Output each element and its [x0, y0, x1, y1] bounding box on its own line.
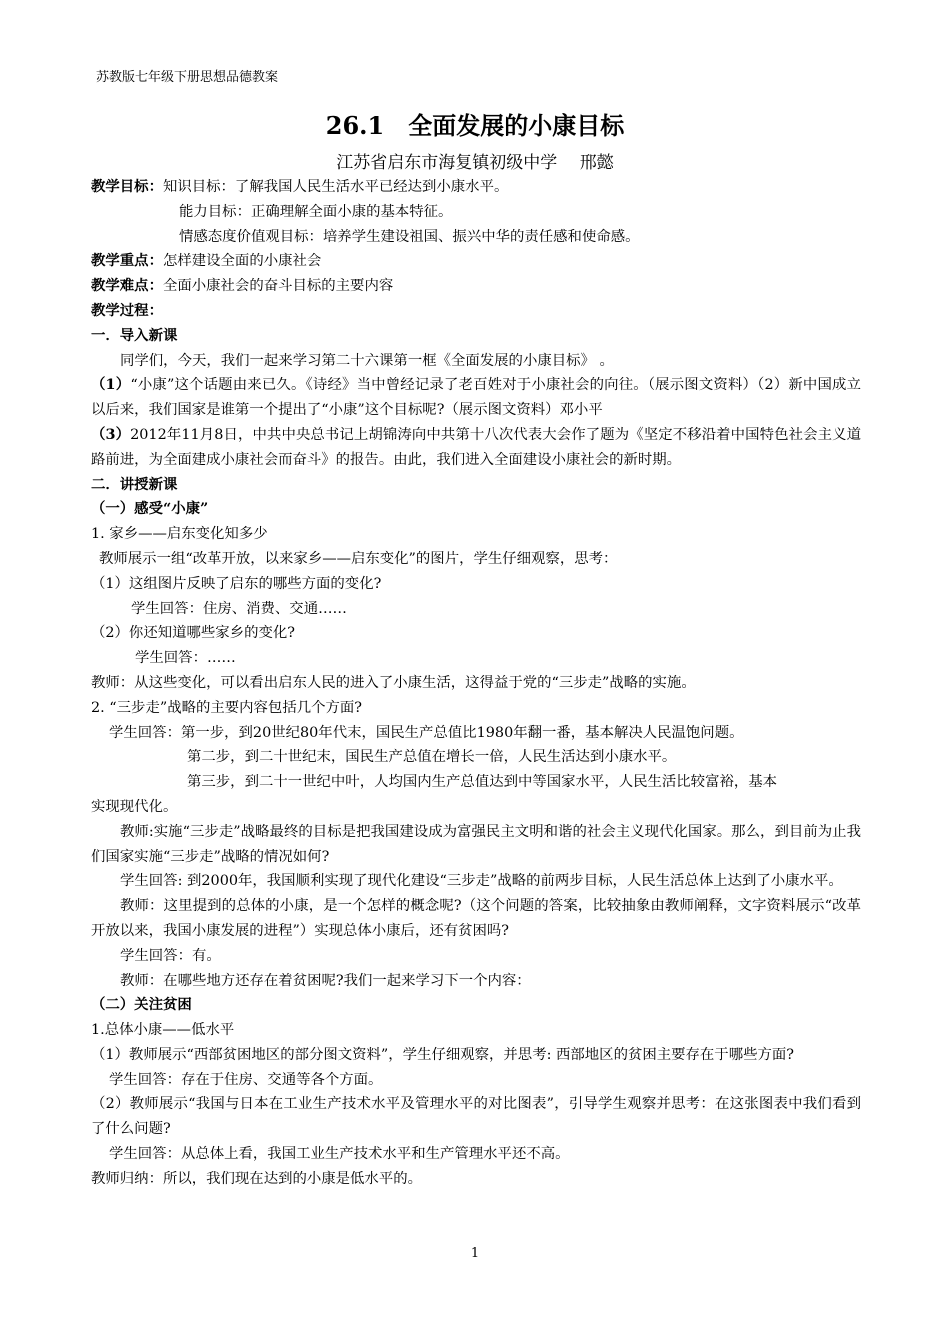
teacher-paragraph-2: 教师：这里提到的总体的小康，是一个怎样的概念呢?（这个问题的答案，比较抽象由教师阐释，文字资料展示“改革开放以来，我国小康发展的进程”）实现总体小康后，还有贫困吗?	[91, 898, 861, 939]
key-point	[91, 249, 861, 274]
author-line: 江苏省启东市海复镇初级中学 邢懿	[336, 153, 614, 173]
item2-heading: 2. “三步走”战略的主要内容包括几个方面?	[91, 699, 362, 716]
poverty-answer-2: 学生回答：从总体上看，我国工业生产技术水平和生产管理水平还不高。	[109, 1146, 570, 1163]
para2-text: “小康”这个话题由来已久。《诗经》当中曾经记录了老百姓对于小康社会的向往。（展示图文资料）（2）新中国成立以后来，我们国家是谁第一个提出了“小康”这个目标呢?（展示图文资料）邓小平	[91, 377, 861, 419]
para3-number: （3）	[91, 425, 131, 443]
answer-2: 学生回答：……	[135, 650, 236, 667]
poverty-answer-1: 学生回答：存在于住房、交通等各个方面。	[109, 1071, 383, 1088]
teacher-conclusion: 教师归纳：所以，我们现在达到的小康是低水平的。	[91, 1170, 422, 1187]
para3-text: 2012年11月8日，中共中央总书记上胡锦涛向中共第十八次代表大会作了题为《坚定不移沿着中国特色社会主义道路前进，为全面建成小康社会而奋斗》的报告。由此，我们进入全面建设小康社会的新时期。	[91, 426, 861, 468]
difficulty-text: 全面小康社会的奋斗目标的主要内容	[162, 278, 394, 295]
key-point-text: 怎样建设全面的小康社会	[162, 253, 322, 270]
step-two: 第二步，到二十世纪末，国民生产总值在增长一倍，人民生活达到小康水平。	[187, 749, 677, 766]
objectives-label: 教学目标：	[91, 178, 163, 195]
question-2: （2）你还知道哪些家乡的变化?	[91, 625, 295, 642]
document-body	[91, 175, 861, 1192]
poverty-question-2: （2）教师展示“我国与日本在工业生产技术水平及管理水平的对比图表”，引导学生观察并思考：在这张图表中我们看到了什么问题?	[91, 1096, 861, 1138]
difficulty	[91, 274, 861, 299]
poverty-question-1: （1）教师展示“西部贫困地区的部分图文资料”，学生仔细观察，并思考: 西部地区的贫困主要存在于哪些方面?	[91, 1046, 794, 1063]
section1-para2	[91, 373, 861, 423]
item1-heading: 1. 家乡——启东变化知多少	[91, 526, 268, 543]
section1-para3	[91, 423, 861, 473]
student-paragraph-1: 学生回答: 到2000年，我国顺利实现了现代化建设“三步走”战略的前两步目标，人民生活总体上达到了小康水平。	[120, 873, 843, 890]
teacher-paragraph-1: 教师:实施“三步走”战略最终的目标是把我国建设成为富强民主文明和谐的社会主义现代化国家。那么，到目前为止我们国家实施“三步走”战略的情况如何?	[91, 823, 861, 865]
teacher-shows-pictures: 教师展示一组“改革开放，以来家乡——启东变化”的图片，学生仔细观察，思考：	[99, 550, 618, 567]
item3-heading: 1.总体小康——低水平	[91, 1022, 235, 1039]
running-header: 苏教版七年级下册思想品德教案	[96, 70, 279, 85]
step-one: 学生回答：第一步，到20世纪80年代末，国民生产总值比1980年翻一番，基本解决人民温饱问题。	[109, 724, 744, 741]
lesson-title: 26.1 全面发展的小康目标	[325, 111, 625, 140]
section1-intro: 同学们，今天，我们一起来学习第二十六课第一框《全面发展的小康目标》 。	[120, 352, 614, 369]
student-paragraph-2: 学生回答：有。	[120, 947, 221, 964]
question-1: （1）这组图片反映了启东的哪些方面的变化?	[91, 575, 382, 592]
objective-emotion: 情感态度价值观目标：培养学生建设祖国、振兴中华的责任感和使命感。	[179, 228, 640, 245]
answer-1: 学生回答：住房、消费、交通……	[131, 600, 347, 617]
page-number: 1	[470, 1246, 480, 1261]
key-point-label: 教学重点：	[91, 252, 163, 270]
subsection1-heading: （一）感受“小康”	[91, 500, 209, 518]
process-label: 教学过程：	[91, 301, 163, 319]
teacher-paragraph-3: 教师：在哪些地方还存在着贫困呢?我们一起来学习下一个内容：	[120, 972, 531, 989]
section2-heading: 二．讲授新课	[91, 475, 178, 493]
para2-number: （1）	[91, 376, 131, 394]
teacher-summary-1: 教师：从这些变化，可以看出启东人民的进入了小康生活，这得益于党的“三步走”战略的实施。	[91, 674, 696, 691]
objective-knowledge-text: 知识目标：了解我国人民生活水平已经达到小康水平。	[162, 179, 509, 195]
step-three-cont: 实现现代化。	[91, 798, 178, 815]
difficulty-label: 教学难点：	[91, 277, 163, 295]
subsection2-heading: （二）关注贫困	[91, 996, 192, 1014]
step-three: 第三步，到二十一世纪中叶，人均国内生产总值达到中等国家水平，人民生活比较富裕，基本	[187, 774, 778, 791]
section1-heading: 一．导入新课	[91, 326, 178, 344]
objective-ability: 能力目标：正确理解全面小康的基本特征。	[179, 203, 453, 220]
objectives-knowledge	[91, 175, 861, 200]
